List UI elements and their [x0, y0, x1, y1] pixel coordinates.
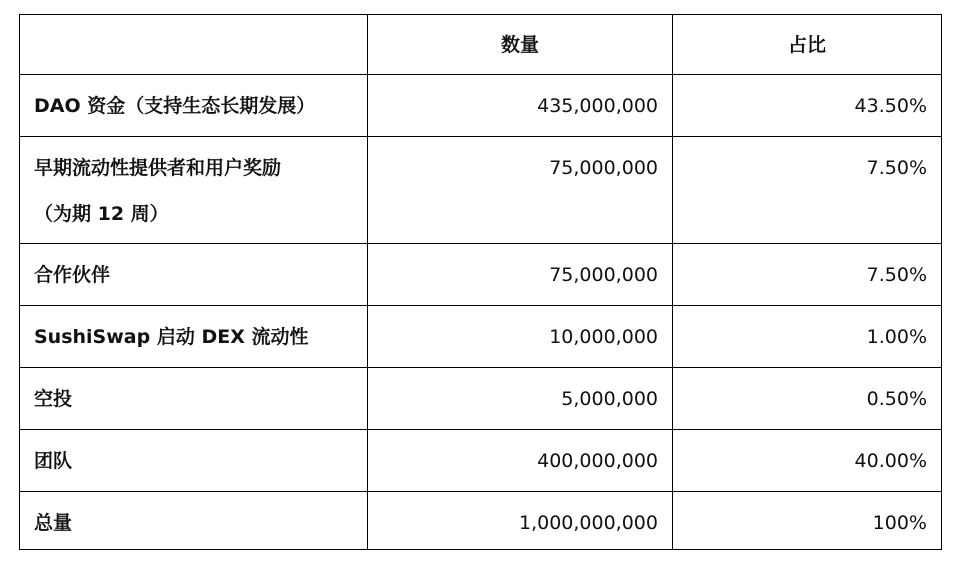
row-amount: 5,000,000	[368, 368, 673, 430]
row-label-line: 合作伙伴	[34, 264, 111, 286]
row-label	[20, 75, 368, 137]
row-label	[20, 430, 368, 492]
row-label-line: DAO 资金（支持生态长期发展）	[34, 95, 316, 117]
table-row	[20, 430, 942, 492]
table-row	[20, 306, 942, 368]
row-label-line: 早期流动性提供者和用户奖励	[34, 157, 282, 179]
row-share: 40.00%	[673, 430, 942, 492]
row-amount: 1,000,000,000	[368, 492, 673, 550]
row-amount: 75,000,000	[368, 137, 673, 244]
header-share: 占比	[673, 15, 942, 75]
table-row	[20, 368, 942, 430]
row-label-line: SushiSwap 启动 DEX 流动性	[34, 326, 309, 348]
table-row	[20, 137, 942, 244]
row-label	[20, 244, 368, 306]
header-amount: 数量	[368, 15, 673, 75]
row-amount: 435,000,000	[368, 75, 673, 137]
table-row	[20, 75, 942, 137]
table-row	[20, 244, 942, 306]
row-label	[20, 492, 368, 550]
row-label-line: 总量	[34, 512, 73, 534]
row-share: 7.50%	[673, 137, 942, 244]
row-share: 0.50%	[673, 368, 942, 430]
allocation-table-container	[19, 14, 941, 549]
row-label-line: （为期 12 周）	[34, 203, 169, 225]
table-header-row	[20, 15, 942, 75]
row-label	[20, 306, 368, 368]
row-label	[20, 137, 368, 244]
row-label-line: 团队	[34, 450, 73, 472]
table-row	[20, 492, 942, 550]
row-share: 1.00%	[673, 306, 942, 368]
row-label	[20, 368, 368, 430]
token-allocation-table	[19, 14, 942, 550]
row-label-line: 空投	[34, 388, 73, 410]
row-amount: 10,000,000	[368, 306, 673, 368]
header-category	[20, 15, 368, 75]
row-share: 100%	[673, 492, 942, 550]
row-amount: 400,000,000	[368, 430, 673, 492]
row-amount: 75,000,000	[368, 244, 673, 306]
row-share: 43.50%	[673, 75, 942, 137]
row-share: 7.50%	[673, 244, 942, 306]
